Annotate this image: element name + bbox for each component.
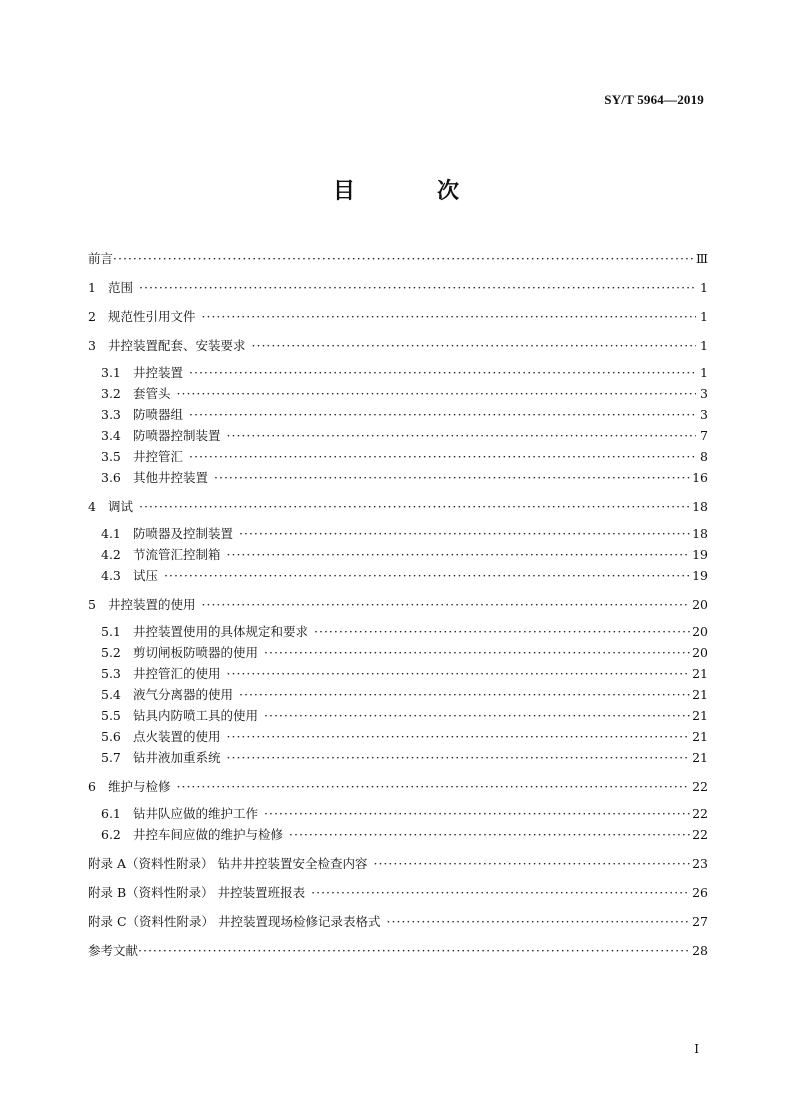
toc-entry[interactable] [88,911,708,932]
toc-entry[interactable] [88,335,708,356]
toc-entry-page: 1 [700,309,708,324]
toc-entry-number: 5.4 [101,687,121,702]
toc-entry[interactable] [88,642,708,663]
toc-entry-number: 3.6 [101,470,121,485]
toc-leader-dots [289,824,690,845]
toc-entry-page: 19 [692,568,708,583]
toc-entry[interactable] [88,306,708,327]
toc-leader-dots [202,306,696,327]
toc-entry-number: 6 [88,779,96,794]
toc-entry-number: 4 [88,499,96,514]
toc-entry-page: 21 [692,687,708,702]
toc-entry-label: 井控装置配套、安装要求 [108,338,246,353]
toc-entry-page: 1 [700,280,708,295]
toc-entry-page: 16 [692,470,708,485]
toc-entry[interactable] [88,523,708,544]
toc-entry-page: 23 [692,856,708,871]
toc-entry-page: 18 [692,526,708,541]
toc-entry[interactable] [88,446,708,467]
toc-entry-page: 20 [692,624,708,639]
toc-entry-label: 其他井控装置 [133,470,209,485]
toc-leader-dots [139,277,696,298]
toc-entry-number: 2 [88,309,96,324]
toc-entry[interactable] [88,776,708,797]
toc-entry-number: 3.5 [101,449,121,464]
toc-leader-dots [189,446,696,467]
toc-entry[interactable] [88,362,708,383]
toc-entry-label: 井控管汇 [133,449,184,464]
toc-entry-label: 液气分离器的使用 [133,687,234,702]
toc-entry-page: 26 [692,885,708,900]
toc-entry-page: 20 [692,597,708,612]
toc-entry[interactable] [88,940,708,961]
toc-entry-page: 7 [700,428,708,443]
toc-entry-page: 8 [700,449,708,464]
toc-entry[interactable] [88,882,708,903]
toc-leader-dots [387,911,691,932]
toc-entry-number: 3.1 [101,365,121,380]
toc-entry-label: 钻井液加重系统 [133,750,221,765]
toc-entry-number: 6.1 [101,806,121,821]
toc-entry[interactable] [88,663,708,684]
toc-entry-number: 4.2 [101,547,121,562]
toc-leader-dots [177,776,691,797]
toc-entry-number: 5.2 [101,645,121,660]
toc-entry-label: 井控管汇的使用 [133,666,221,681]
toc-entry[interactable] [88,383,708,404]
page-number: I [694,1042,699,1056]
toc-entry-page: 20 [692,645,708,660]
toc-entry-page: 21 [692,729,708,744]
toc-leader-dots [314,621,690,642]
toc-entry-label: 防喷器控制装置 [133,428,221,443]
toc-leader-dots [227,663,691,684]
toc-entry-page: 21 [692,750,708,765]
toc-leader-dots [202,594,691,615]
toc-entry-number: 5.3 [101,666,121,681]
toc-leader-dots [227,425,696,446]
toc-entry-page: 22 [692,806,708,821]
toc-entry-label: 前言 [88,251,114,266]
toc-entry[interactable] [88,684,708,705]
toc-entry-label: 节流管汇控制箱 [133,547,221,562]
toc-entry-label: 规范性引用文件 [108,309,196,324]
toc-entry-number: 1 [88,280,96,295]
toc-entry[interactable] [88,496,708,517]
toc-leader-dots [239,523,690,544]
toc-entry-page: 27 [692,914,708,929]
toc-entry-page: Ⅲ [695,251,708,266]
toc-entry[interactable] [88,565,708,586]
toc-leader-dots [227,747,691,768]
toc-entry-number: 3.4 [101,428,121,443]
toc-entry-number: 5 [88,597,96,612]
toc-entry-page: 1 [700,365,708,380]
toc-entry[interactable] [88,803,708,824]
toc-leader-dots [138,940,690,961]
toc-leader-dots [177,383,696,404]
toc-entry-number: 4.3 [101,568,121,583]
toc-entry-label: 套管头 [133,386,171,401]
toc-entry[interactable] [88,425,708,446]
toc-entry[interactable] [88,404,708,425]
toc-entry-label: 剪切闸板防喷器的使用 [133,645,259,660]
toc-leader-dots [227,726,691,747]
toc-entry-page: 3 [700,386,708,401]
toc-entry-label: 附录 A（资料性附录） 钻井井控装置安全检查内容 [88,856,368,871]
toc-entry-label: 井控车间应做的维护与检修 [133,827,284,842]
toc-entry-label: 防喷器及控制装置 [133,526,234,541]
toc-leader-dots [189,362,696,383]
toc-leader-dots [311,882,690,903]
toc-entry-label: 附录 B（资料性附录） 井控装置班报表 [88,885,306,900]
toc-entry[interactable] [88,248,708,269]
page-title: 目 次 [332,179,489,204]
toc-entry-label: 参考文献 [88,943,139,958]
toc-leader-dots [264,803,690,824]
toc-entry-page: 1 [700,338,708,353]
toc-entry-page: 3 [700,407,708,422]
toc-entry-page: 22 [692,827,708,842]
toc-entry-label: 点火装置的使用 [133,729,221,744]
toc-entry-page: 22 [692,779,708,794]
toc-entry-number: 3.3 [101,407,121,422]
toc-entry-label: 调试 [108,499,134,514]
toc-entry[interactable] [88,853,708,874]
toc-leader-dots [189,404,696,425]
toc-entry-number: 4.1 [101,526,121,541]
toc-entry-page: 21 [692,666,708,681]
toc-leader-dots [264,705,690,726]
toc-entry-label: 井控装置的使用 [108,597,196,612]
toc-entry-label: 井控装置使用的具体规定和要求 [133,624,309,639]
toc-entry[interactable] [88,726,708,747]
toc-entry-label: 防喷器组 [133,407,184,422]
toc-entry[interactable] [88,747,708,768]
toc-entry-number: 5.7 [101,750,121,765]
toc-entry-number: 6.2 [101,827,121,842]
toc-entry-page: 28 [692,943,708,958]
toc-entry-page: 18 [692,499,708,514]
toc-entry[interactable] [88,277,708,298]
toc-leader-dots [373,853,690,874]
toc-entry-number: 3.2 [101,386,121,401]
toc-entry-page: 21 [692,708,708,723]
toc-leader-dots [264,642,690,663]
toc-entry[interactable] [88,544,708,565]
toc-leader-dots [113,248,694,269]
toc-entry-label: 试压 [133,568,159,583]
toc-leader-dots [239,684,690,705]
toc-entry-label: 钻具内防喷工具的使用 [133,708,259,723]
standard-code: SY/T 5964—2019 [604,92,704,107]
toc-entry-number: 5.6 [101,729,121,744]
toc-leader-dots [227,544,691,565]
toc-entry[interactable] [88,621,708,642]
toc-entry-label: 范围 [108,280,134,295]
toc-entry-number: 3 [88,338,96,353]
toc-leader-dots [252,335,696,356]
toc-entry[interactable] [88,467,708,488]
toc-entry-page: 19 [692,547,708,562]
table-of-contents [88,248,708,961]
toc-entry-label: 维护与检修 [108,779,171,794]
toc-entry[interactable] [88,705,708,726]
toc-entry[interactable] [88,594,708,615]
toc-entry-number: 5.5 [101,708,121,723]
toc-entry-label: 附录 C（资料性附录） 井控装置现场检修记录表格式 [88,914,381,929]
toc-entry-label: 钻井队应做的维护工作 [133,806,259,821]
toc-entry-number: 5.1 [101,624,121,639]
toc-leader-dots [139,496,690,517]
toc-entry[interactable] [88,824,708,845]
toc-leader-dots [164,565,690,586]
toc-entry-label: 井控装置 [133,365,184,380]
toc-leader-dots [214,467,690,488]
